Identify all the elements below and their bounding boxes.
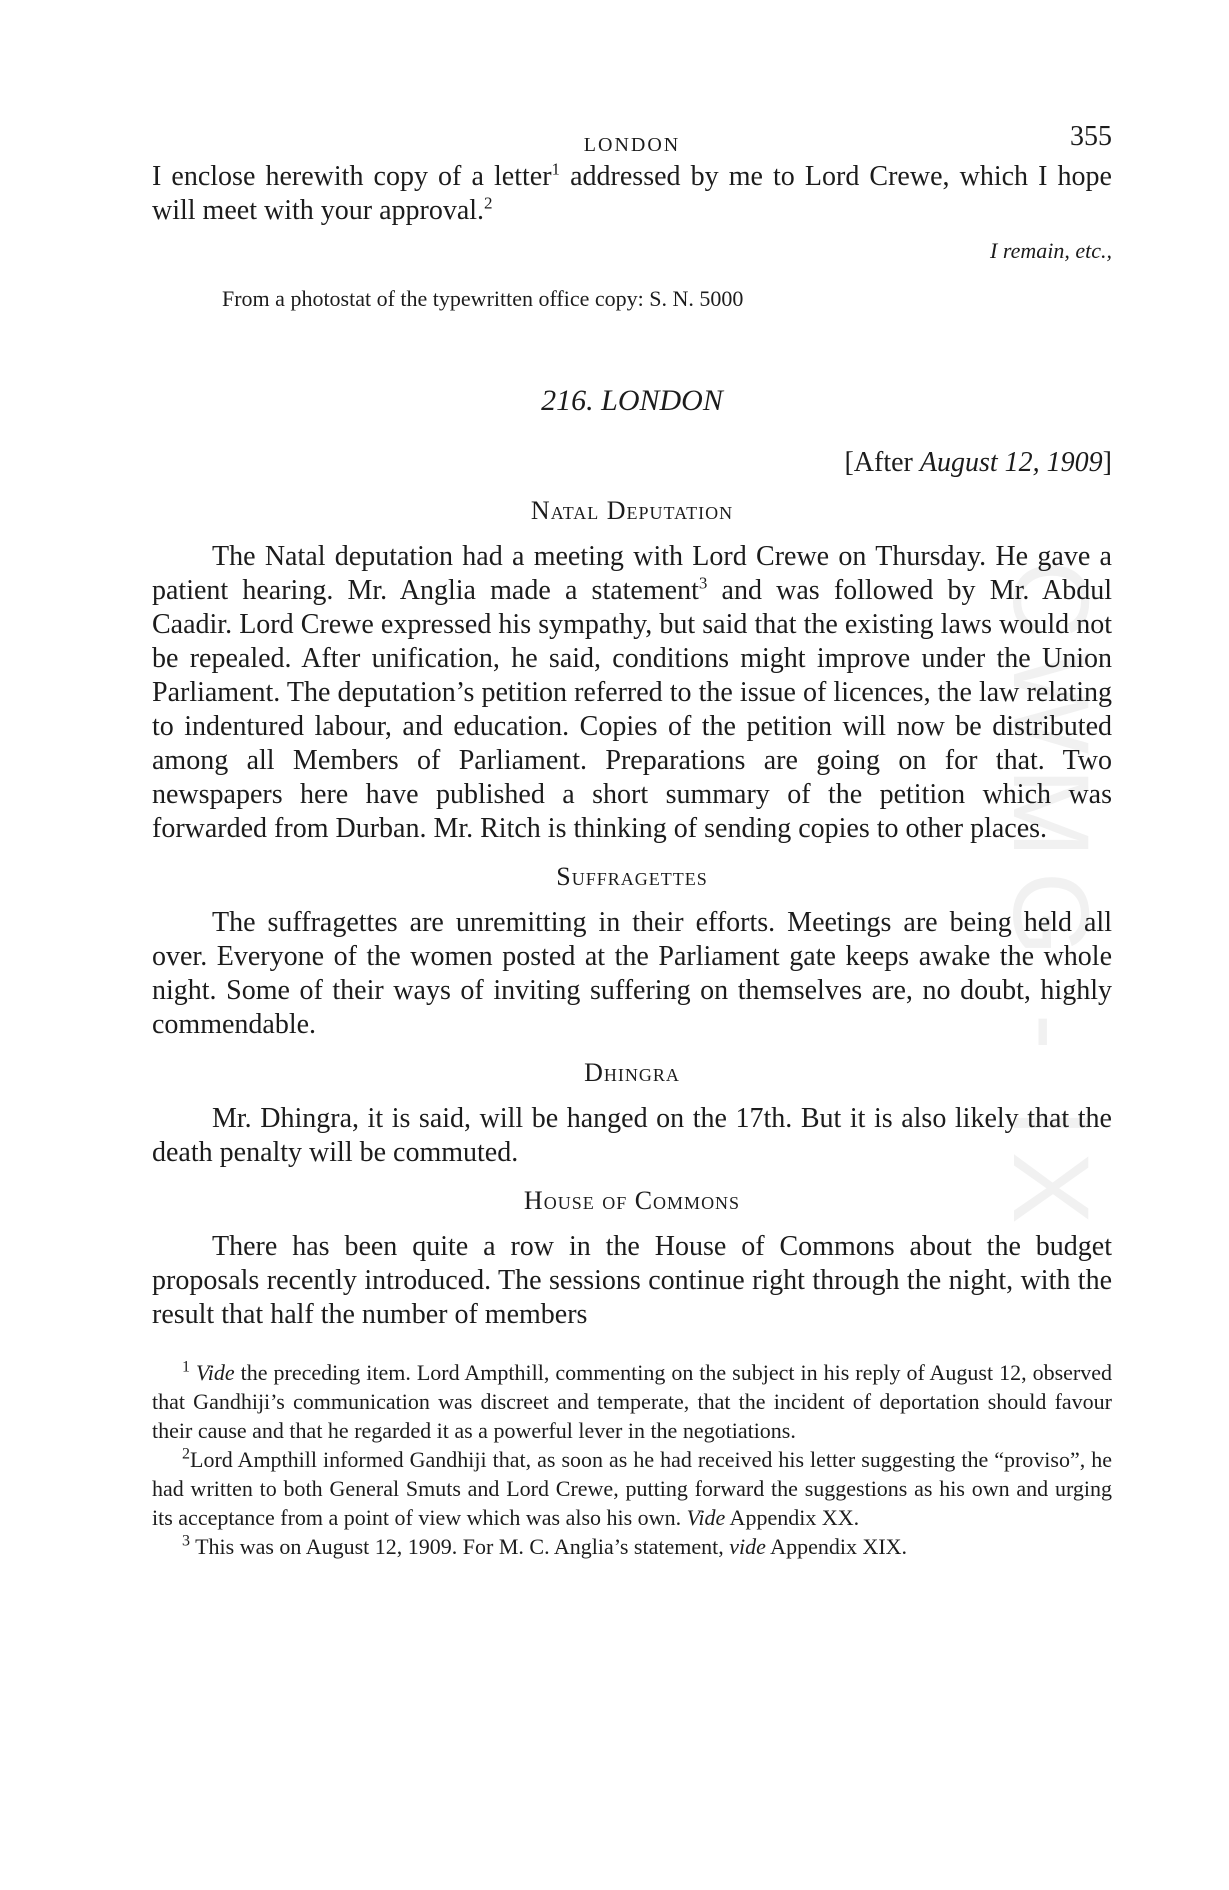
document-title: 216. LONDON xyxy=(541,384,723,417)
dateline xyxy=(152,446,1112,480)
footnote-mark: 1 xyxy=(182,1358,190,1376)
source-note: From a photostat of the typewritten office copy: S. N. 5000 xyxy=(222,286,744,311)
letter-text: addressed by me to Lord Crewe, which I hope will meet with your approval. xyxy=(152,161,1112,226)
watermark: CWMG - IX xyxy=(991,560,1112,1238)
footnote-ref-1[interactable]: 1 xyxy=(551,159,561,179)
footnote-italic: vide xyxy=(729,1534,766,1559)
footnote-ref-3[interactable]: 3 xyxy=(698,573,708,593)
page-number: 355 xyxy=(1070,121,1112,152)
section-heading-natal: Natal Deputation xyxy=(530,496,734,525)
footnote-mark: 3 xyxy=(182,1532,190,1550)
dateline-date: August 12, 1909 xyxy=(919,447,1103,478)
body-text: and was followed by Mr. Abdul Caadir. Lord Crewe expressed his sympathy, but said that the existing laws would not be repealed. After unification, he said, conditions might improve under the Union Parliament. The deputation’s petition referred to the issue of licences, the law relating to indentured labour, and education. Copies of the petition will now be distributed among all Members of Parliament. Preparations are going on for that. Two newspapers here have published a short summary of the petition which was forwarded from Durban. Mr. Ritch is thinking of sending copies to other places. xyxy=(152,575,1112,844)
footnote-mark: 2 xyxy=(182,1445,190,1463)
footnote-text: Lord Ampthill informed Gandhiji that, as soon as he had received his letter suggesting the “proviso”, he had written to both General Smuts and Lord Crewe, putting forward the suggestions as his own and urging its acceptance from a point of view which was also his own. xyxy=(152,1447,1112,1530)
book-page xyxy=(152,120,1112,1561)
footnotes xyxy=(152,1358,1112,1561)
letter-text: I enclose herewith copy of a letter xyxy=(152,161,552,192)
footnote-text: Appendix XX. xyxy=(725,1505,860,1530)
letter-closing-paragraph xyxy=(152,160,1112,228)
running-head xyxy=(152,120,1112,160)
sign-off: I remain, etc., xyxy=(990,238,1112,263)
section-body-natal xyxy=(152,540,1112,846)
dateline-prefix: [After xyxy=(844,447,920,478)
running-head-title: LONDON xyxy=(583,134,681,156)
footnote-text: Appendix XIX. xyxy=(765,1534,908,1559)
section-body-suffragettes: The suffragettes are unremitting in their efforts. Meetings are being held all over. Everyone of the women posted at the Parliament gate keeps awake the whole night. Some of their ways of inviting suffering on themselves are, no doubt, highly commendable. xyxy=(152,907,1112,1040)
section-body-commons: There has been quite a row in the House of Commons about the budget proposals recently introduced. The sessions continue right through the night, with the result that half the number of members xyxy=(152,1231,1112,1330)
section-heading-commons: House of Commons xyxy=(523,1186,741,1215)
body-text: The Natal deputation had a meeting with Lord Crewe on Thursday. He gave a patient hearing. Mr. Anglia made a statement xyxy=(152,541,1112,606)
footnote-3 xyxy=(152,1532,1112,1561)
footnote-italic: Vide xyxy=(196,1360,235,1385)
footnote-1 xyxy=(152,1358,1112,1445)
footnote-text: the preceding item. Lord Ampthill, commenting on the subject in his reply of August 12, observed that Gandhiji’s communication was discreet and temperate, that the incident of deportation should favour their cause and that he regarded it as a powerful lever in the negotiations. xyxy=(152,1360,1113,1443)
dateline-suffix: ] xyxy=(1102,447,1112,478)
footnote-ref-2[interactable]: 2 xyxy=(484,193,493,213)
section-heading-dhingra: Dhingra xyxy=(584,1058,680,1087)
section-heading-suffragettes: Suffragettes xyxy=(556,862,708,891)
section-body-dhingra: Mr. Dhingra, it is said, will be hanged on the 17th. But it is also likely that the death penalty will be commuted. xyxy=(152,1103,1112,1168)
footnote-italic: Vide xyxy=(686,1505,726,1530)
footnote-text: This was on August 12, 1909. For M. C. Anglia’s statement, xyxy=(195,1534,730,1559)
footnote-2 xyxy=(152,1445,1112,1532)
